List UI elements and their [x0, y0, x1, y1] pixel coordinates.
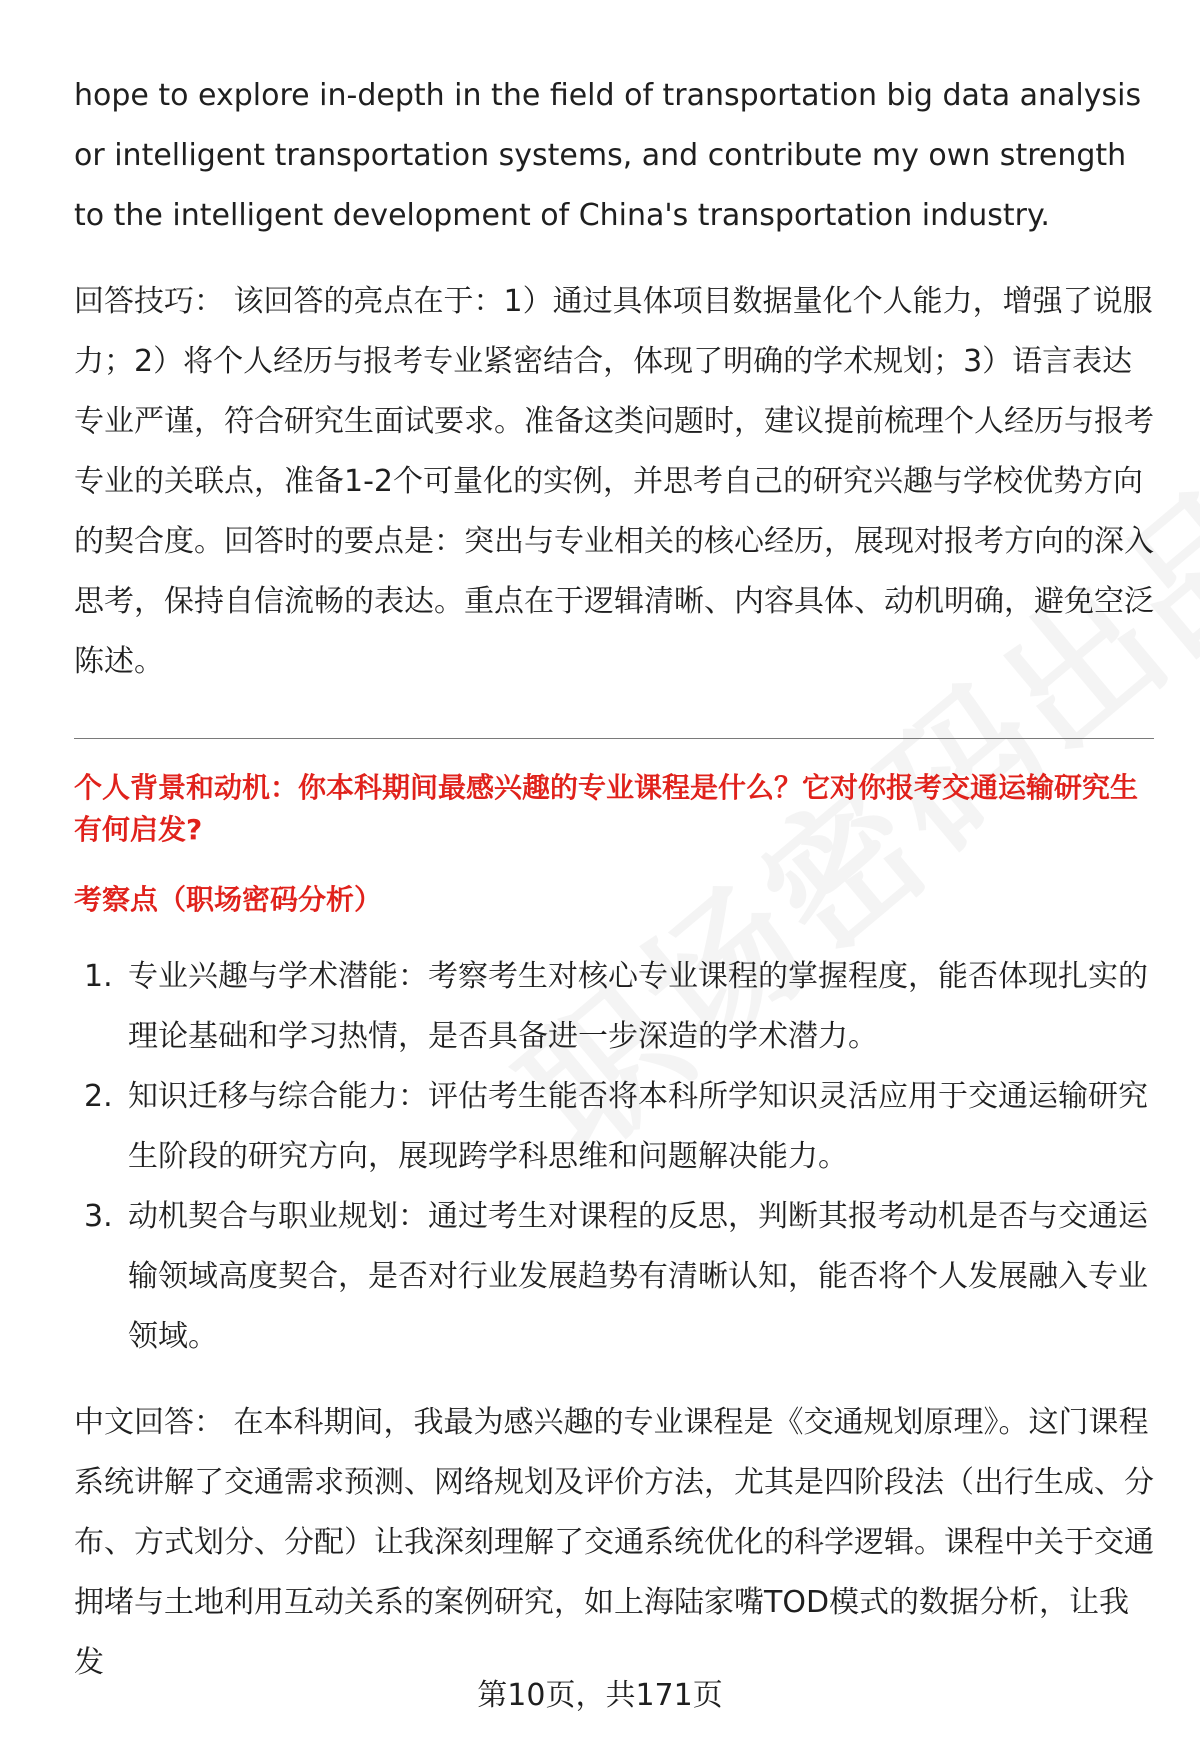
answer-tip-paragraph [74, 272, 1154, 692]
chinese-answer-text: 在本科期间，我最为感兴趣的专业课程是《交通规划原理》。这门课程系统讲解了交通需求预测、网络规划及评价方法，尤其是四阶段法（出行生成、分布、方式划分、分配）让我深刻理解了交通系统优化的科学逻辑。课程中关于交通拥堵与土地利用互动关系的案例研究，如上海陆家嘴TOD模式的数据分析，让我发 [74, 1405, 1154, 1680]
page-number: 第10页，共171页 [477, 1678, 723, 1713]
chinese-answer-label: 中文回答： [74, 1405, 224, 1440]
list-item [74, 947, 1154, 1067]
list-item-text: 专业兴趣与学术潜能：考察考生对核心专业课程的掌握程度，能否体现扎实的理论基础和学习热情，是否具备进一步深造的学术潜力。 [128, 959, 1148, 1054]
list-item [74, 1187, 1154, 1367]
list-item [74, 1067, 1154, 1187]
answer-tip-text: 该回答的亮点在于：1）通过具体项目数据量化个人能力，增强了说服力；2）将个人经历与报考专业紧密结合，体现了明确的学术规划；3）语言表达专业严谨，符合研究生面试要求。准备这类问题时，建议提前梳理个人经历与报考专业的关联点，准备1-2个可量化的实例，并思考自己的研究兴趣与学校优势方向的契合度。回答时的要点是：突出与专业相关的核心经历，展现对报考方向的深入思考，保持自信流畅的表达。重点在于逻辑清晰、内容具体、动机明确，避免空泛陈述。 [74, 284, 1154, 679]
list-item-text: 知识迁移与综合能力：评估考生能否将本科所学知识灵活应用于交通运输研究生阶段的研究方向，展现跨学科思维和问题解决能力。 [128, 1079, 1148, 1174]
list-item-number: 3. [84, 1199, 113, 1234]
question-title: 个人背景和动机：你本科期间最感兴趣的专业课程是什么？它对你报考交通运输研究生有何启发? [74, 771, 1139, 846]
list-item-number: 2. [84, 1079, 113, 1114]
answer-tip-label: 回答技巧： [74, 284, 224, 319]
assessment-points-list [74, 947, 1154, 1367]
list-item-number: 1. [84, 959, 113, 994]
english-answer-tail: hope to explore in-depth in the field of transportation big data analysis or intelligent transportation systems, and contribute my own strength to the intelligent development of China's transportation industry. [74, 78, 1142, 233]
chinese-answer-paragraph [74, 1393, 1154, 1693]
list-item-text: 动机契合与职业规划：通过考生对课程的反思，判断其报考动机是否与交通运输领域高度契合，是否对行业发展趋势有清晰认知，能否将个人发展融入专业领域。 [128, 1199, 1148, 1354]
assessment-points-title: 考察点（职场密码分析） [74, 883, 383, 916]
page-content [74, 66, 1154, 1693]
